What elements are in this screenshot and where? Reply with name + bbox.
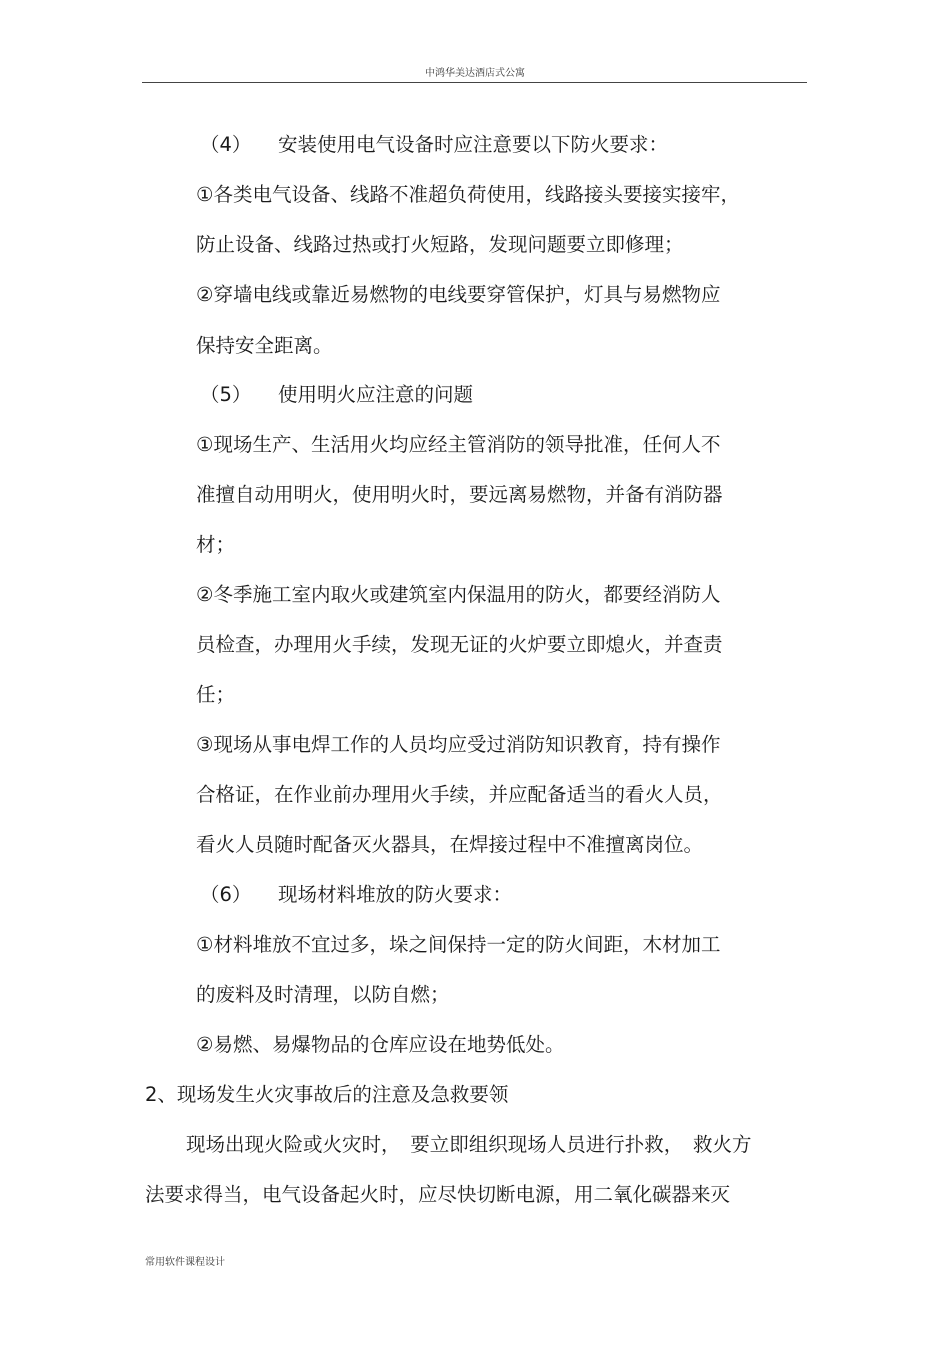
heading-5-text: 使用明火应注意的问题: [278, 383, 474, 406]
header-divider: [142, 82, 807, 83]
paragraph-line: 合格证，在作业前办理用火手续，并应配备适当的看火人员，: [196, 783, 723, 806]
paragraph-line: 防止设备、线路过热或打火短路，发现问题要立即修理；: [196, 233, 684, 256]
paragraph-line: 准擅自动用明火，使用明火时，要远离易燃物，并备有消防器: [196, 483, 723, 506]
paragraph-line: 法要求得当，电气设备起火时，应尽快切断电源，用二氧化碳器来灭: [145, 1183, 731, 1206]
paragraph-line: 员检查，办理用火手续，发现无证的火炉要立即熄火，并查责: [196, 633, 723, 656]
paragraph-line: ②穿墙电线或靠近易燃物的电线要穿管保护，灯具与易燃物应: [196, 283, 721, 306]
heading-6: [200, 883, 512, 907]
heading-6-text: 现场材料堆放的防火要求：: [278, 883, 513, 906]
paragraph-line: ①现场生产、生活用火均应经主管消防的领导批准，任何人不: [196, 433, 721, 456]
heading-5-number: （5）: [200, 383, 252, 406]
heading-6-number: （6）: [200, 883, 252, 906]
paragraph-line: ①各类电气设备、线路不准超负荷使用，线路接头要接实接牢，: [196, 183, 740, 206]
heading-4: [200, 133, 668, 157]
paragraph-line: ②冬季施工室内取火或建筑室内保温用的防火，都要经消防人: [196, 583, 721, 606]
paragraph-line: 材；: [196, 533, 236, 556]
paragraph-line: 任；: [196, 683, 236, 706]
heading-4-text: 安装使用电气设备时应注意要以下防火要求：: [278, 133, 669, 156]
page-footer: 常用软件课程设计: [145, 1257, 225, 1268]
paragraph-line: 的废料及时清理，以防自燃；: [196, 983, 450, 1006]
paragraph-line: ③现场从事电焊工作的人员均应受过消防知识教育，持有操作: [196, 733, 721, 756]
heading-4-number: （4）: [200, 133, 252, 156]
paragraph-line: 看火人员随时配备灭火器具，在焊接过程中不准擅离岗位。: [196, 833, 704, 856]
heading-5: [200, 383, 473, 407]
paragraph-line: 保持安全距离。: [196, 334, 333, 357]
paragraph-line: ①材料堆放不宜过多，垛之间保持一定的防火间距，木材加工: [196, 933, 721, 956]
section-heading-2: 2、现场发生火灾事故后的注意及急救要领: [145, 1083, 509, 1106]
paragraph-line: 现场出现火险或火灾时， 要立即组织现场人员进行扑救， 救火方: [186, 1133, 752, 1156]
page-header: 中鸿华美达酒店式公寓: [425, 68, 525, 79]
paragraph-line: ②易燃、易爆物品的仓库应设在地势低处。: [196, 1033, 565, 1056]
